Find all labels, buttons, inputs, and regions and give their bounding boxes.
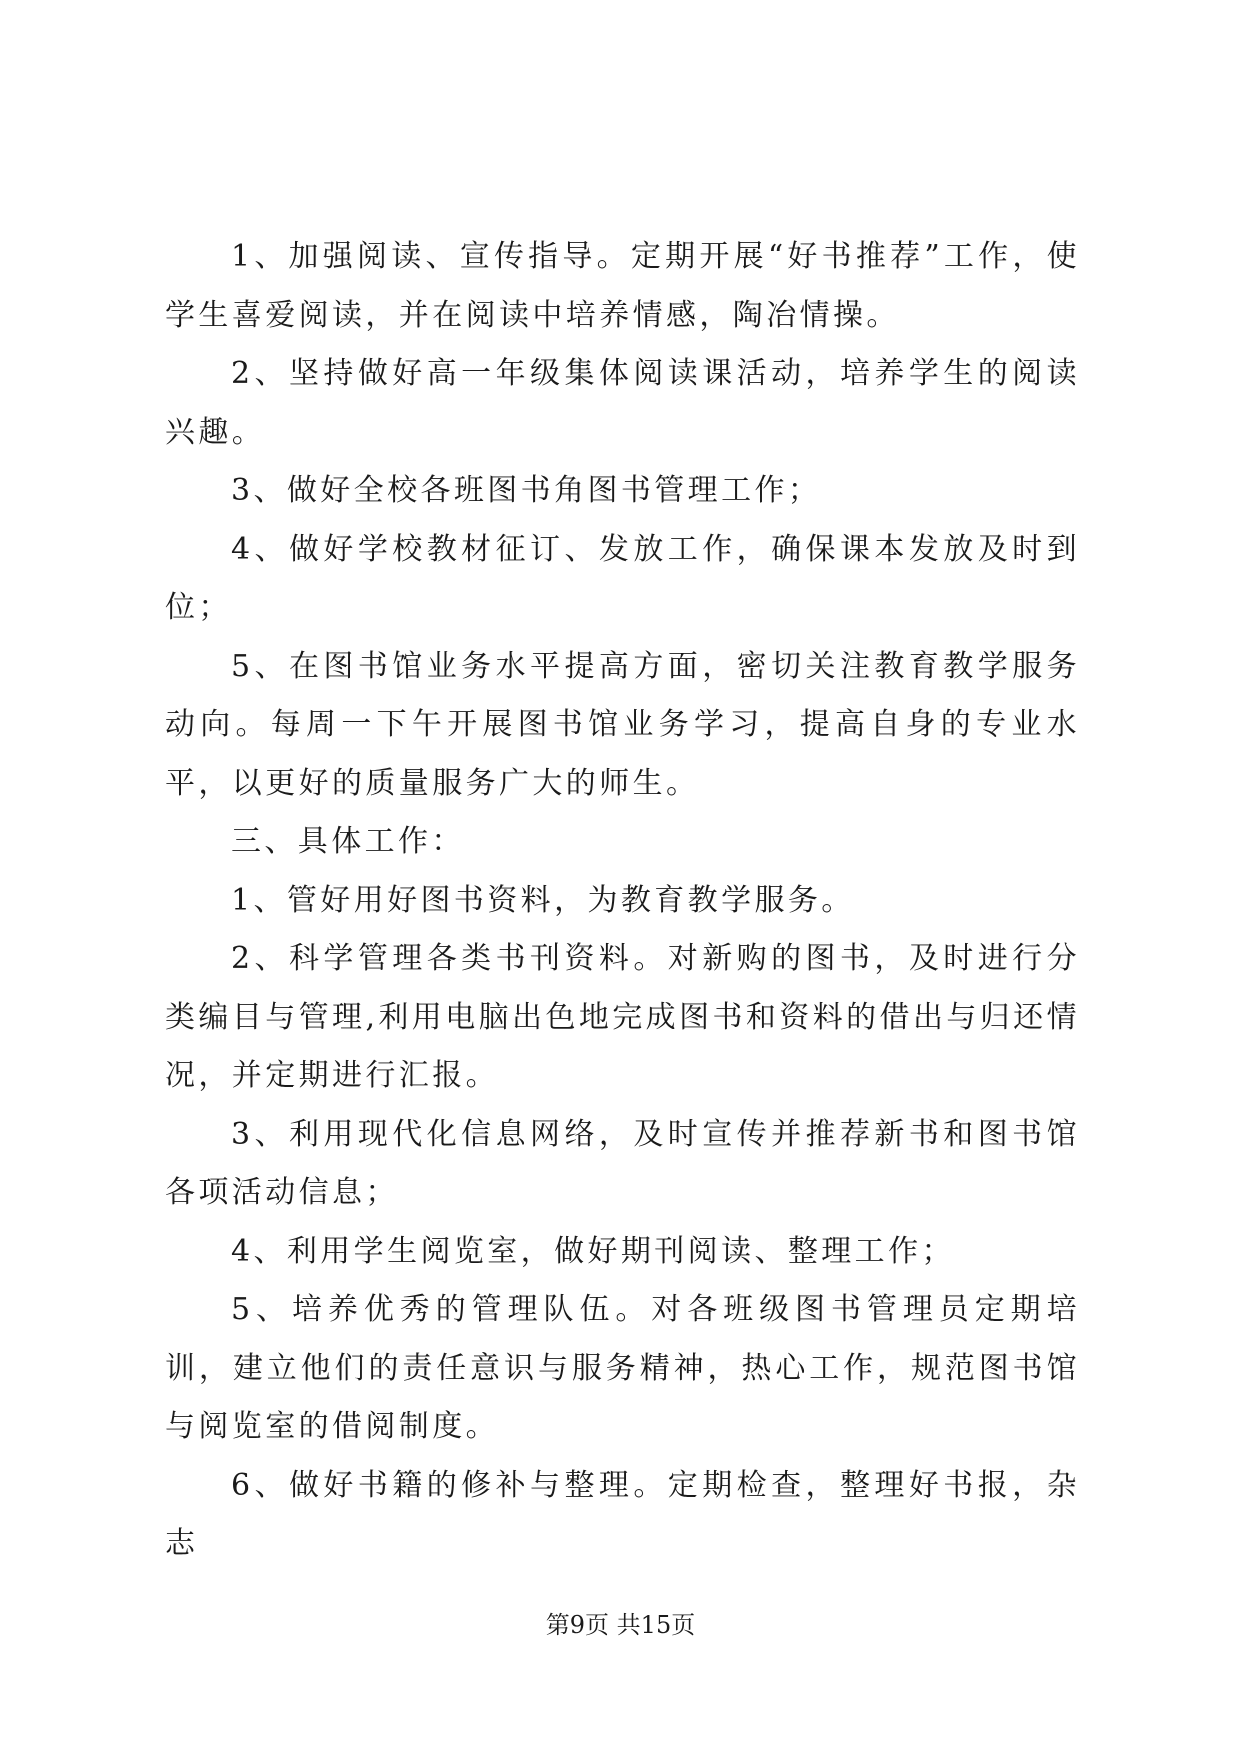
paragraph: 3、做好全校各班图书角图书管理工作； xyxy=(231,473,822,508)
paragraph: 4、利用学生阅览室，做好期刊阅读、整理工作； xyxy=(231,1233,955,1269)
section-heading: 三、具体工作： xyxy=(231,824,465,859)
paragraph: 4、做好学校教材征订、发放工作，确保课本发放及时到位； xyxy=(165,531,1080,625)
document-body xyxy=(165,228,1080,1574)
paragraph: 6、做好书籍的修补与整理。定期检查，整理好书报，杂志 xyxy=(165,1467,1080,1561)
paragraph: 2、坚持做好高一年级集体阅读课活动，培养学生的阅读兴趣。 xyxy=(165,356,1080,450)
paragraph: 1、加强阅读、宣传指导。定期开展“好书推荐”工作，使学生喜爱阅读，并在阅读中培养情感，陶冶情操。 xyxy=(165,239,1080,333)
paragraph: 3、利用现代化信息网络，及时宣传并推荐新书和图书馆各项活动信息； xyxy=(165,1116,1080,1210)
page-number-footer: 第9页 共15页 xyxy=(545,1611,696,1639)
paragraph: 1、管好用好图书资料，为教育教学服务。 xyxy=(231,882,855,918)
paragraph: 5、培养优秀的管理队伍。对各班级图书管理员定期培训，建立他们的责任意识与服务精神，热心工作，规范图书馆与阅览室的借阅制度。 xyxy=(165,1292,1080,1444)
paragraph: 5、在图书馆业务水平提高方面，密切关注教育教学服务动向。每周一下午开展图书馆业务学习，提高自身的专业水平，以更好的质量服务广大的师生。 xyxy=(165,648,1080,801)
paragraph: 2、科学管理各类书刊资料。对新购的图书，及时进行分类编目与管理,利用电脑出色地完成图书和资料的借出与归还情况，并定期进行汇报。 xyxy=(165,941,1080,1093)
